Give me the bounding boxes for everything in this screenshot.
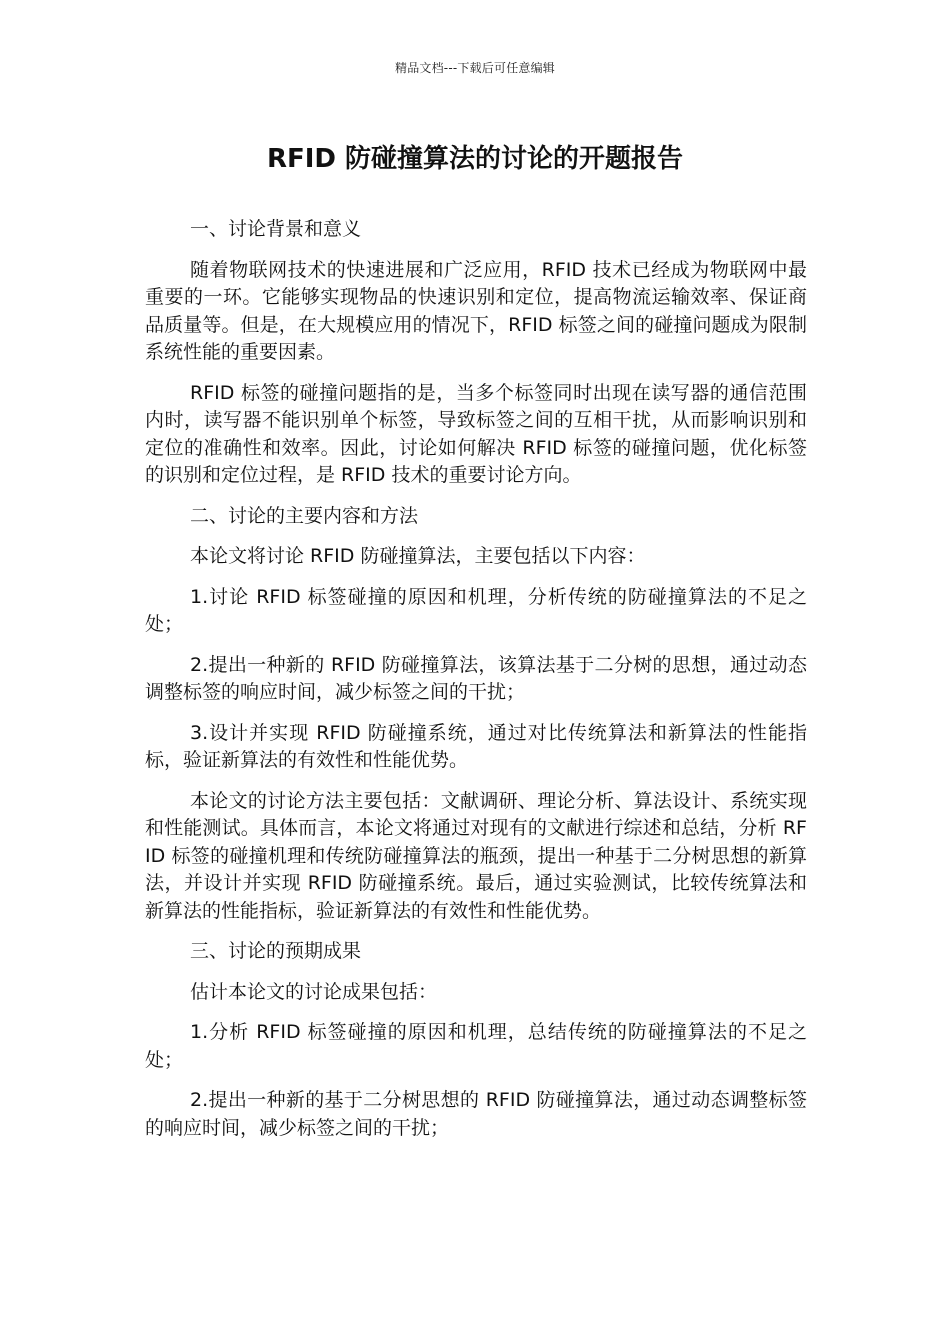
section-heading-background: 一、讨论背景和意义 xyxy=(190,218,362,240)
paragraph-content-intro: 本论文将讨论 RFID 防碰撞算法，主要包括以下内容： xyxy=(190,545,646,567)
header-note: 精品文档---下载后可任意编辑 xyxy=(395,61,555,75)
list-item-content-2: 2.提出一种新的 RFID 防碰撞算法，该算法基于二分树的思想，通过动态调整标签的响应时间，减少标签之间的干扰； xyxy=(145,653,807,703)
paragraph-background-1: 随着物联网技术的快速进展和广泛应用，RFID 技术已经成为物联网中最重要的一环。它能够实现物品的快速识别和定位，提高物流运输效率、保证商品质量等。但是，在大规模应用的情况下，RFID 标签之间的碰撞问题成为限制系统性能的重要因素。 xyxy=(145,258,807,363)
section-heading-expected-results: 三、讨论的预期成果 xyxy=(190,940,362,962)
paragraph-results-intro: 估计本论文的讨论成果包括： xyxy=(190,980,438,1003)
paragraph-background-2: RFID 标签的碰撞问题指的是，当多个标签同时出现在读写器的通信范围内时，读写器不能识别单个标签，导致标签之间的互相干扰，从而影响识别和定位的准确性和效率。因此，讨论如何解决 RFID 标签的碰撞问题，优化标签的识别和定位过程，是 RFID 技术的重要讨论方向。 xyxy=(145,381,807,486)
paragraph-methods: 本论文的讨论方法主要包括：文献调研、理论分析、算法设计、系统实现和性能测试。具体而言，本论文将通过对现有的文献进行综述和总结，分析 RFID 标签的碰撞机理和传统防碰撞算法的瓶颈，提出一种基于二分树思想的新算法，并设计并实现 RFID 防碰撞系统。最后，通过实验测试，比较传统算法和新算法的性能指标，验证新算法的有效性和性能优势。 xyxy=(145,789,807,922)
document-title: RFID 防碰撞算法的讨论的开题报告 xyxy=(266,144,684,174)
list-item-result-1: 1.分析 RFID 标签碰撞的原因和机理，总结传统的防碰撞算法的不足之处； xyxy=(145,1021,807,1071)
section-heading-content-methods: 二、讨论的主要内容和方法 xyxy=(190,504,419,527)
list-item-content-3: 3.设计并实现 RFID 防碰撞系统，通过对比传统算法和新算法的性能指标，验证新算法的有效性和性能优势。 xyxy=(145,721,807,771)
document-body xyxy=(145,216,807,1155)
list-item-content-1: 1.讨论 RFID 标签碰撞的原因和机理，分析传统的防碰撞算法的不足之处； xyxy=(145,585,807,635)
list-item-result-2: 2.提出一种新的基于二分树思想的 RFID 防碰撞算法，通过动态调整标签的响应时间，减少标签之间的干扰； xyxy=(145,1089,807,1139)
